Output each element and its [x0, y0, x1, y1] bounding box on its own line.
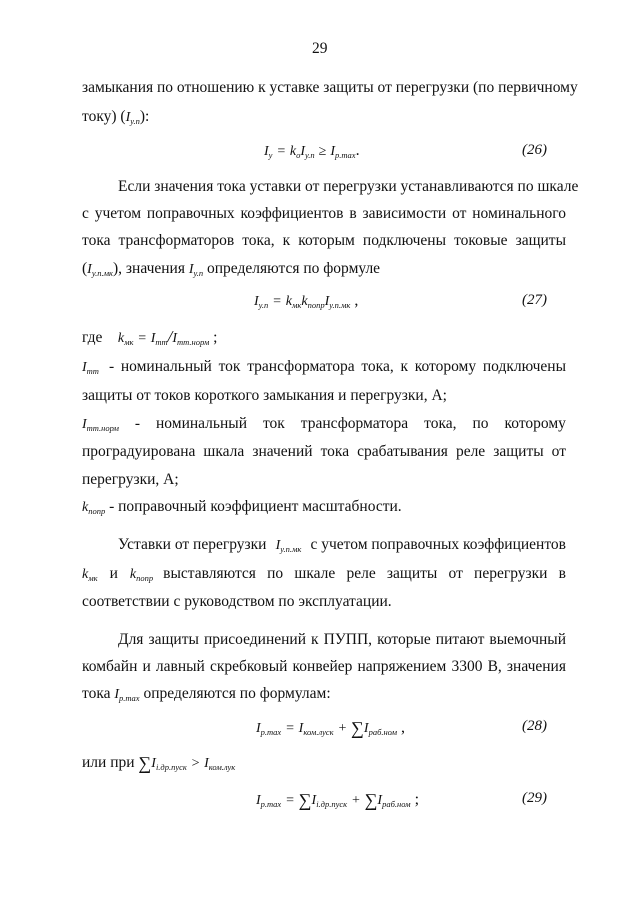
page-number: 29: [312, 40, 328, 57]
definition-line: защиты от токов короткого замыкания и перегрузки, А;: [82, 387, 447, 404]
formula-27: $I_{у.п} = k_{мк}k_{попр}I_{у.п.мк}$ ,: [254, 292, 359, 310]
paragraph-line: Уставки от перегрузки $I_{у.п.мк}$ с учетом поправочных коэффициентов: [118, 536, 566, 554]
equation-number: (27): [522, 292, 547, 308]
definition-line: $I_{тт.норм}$ - номинальный ток трансформатора тока, по которому: [82, 415, 566, 433]
formula-26: $I_у = k_оI_{у.п} \ge I_{р.max}$.: [264, 142, 360, 160]
paragraph-line: комбайн и лавный скребковый конвейер напряжением 3300 В, значения: [82, 658, 566, 675]
equation-number: (28): [522, 718, 547, 734]
paragraph-line: замыкания по отношению к уставке защиты от перегрузки (по первичному: [82, 79, 578, 96]
paragraph-line: соответствии с руководством по эксплуатации.: [82, 593, 392, 610]
paragraph-line: $k_{мк}$ и $k_{попр}$ выставляются по шкале реле защиты от перегрузки в: [82, 565, 566, 583]
definition-line: перегрузки, А;: [82, 471, 179, 488]
definition-line: $I_{тт}$ - номинальный ток трансформатора тока, к которому подключены: [82, 358, 566, 376]
equation-number: (29): [522, 790, 547, 806]
where-line: где $k_{мк} = I_{тт}/I_{тт.норм}$ ;: [82, 327, 218, 347]
paragraph-line: Если значения тока уставки от перегрузки устанавливаются по шкале: [118, 178, 579, 195]
paragraph-line: с учетом поправочных коэффициентов в зависимости от номинального: [82, 205, 566, 222]
paragraph-line: току) $(I_{у.п})$:: [82, 108, 150, 126]
condition-line: или при $\sum I_{i.др.пуск} > I_{ком.лук}$: [82, 753, 236, 773]
paragraph-line: Для защиты присоединений к ПУПП, которые питают выемочный: [118, 631, 566, 648]
paragraph-line: тока $I_{р.max}$ определяются по формулам:: [82, 685, 331, 703]
paragraph-line: $(I_{у.п.мк})$, значения $I_{у.п}$ определяются по формуле: [82, 260, 381, 278]
equation-number: (26): [522, 142, 547, 158]
paragraph-line: тока трансформаторов тока, к которым подключены токовые защиты: [82, 232, 566, 249]
formula-29: $I_{р.max} = \sum I_{i.др.пуск} + \sum I_{раб.ном}$ ;: [256, 790, 420, 810]
definition-line: $k_{попр}$ - поправочный коэффициент масштабности.: [82, 498, 402, 516]
definition-line: проградуирована шкала значений тока срабатывания реле защиты от: [82, 443, 566, 460]
formula-28: $I_{р.max} = I_{ком.луск} + \sum I_{раб.ном}$ ,: [256, 718, 406, 738]
